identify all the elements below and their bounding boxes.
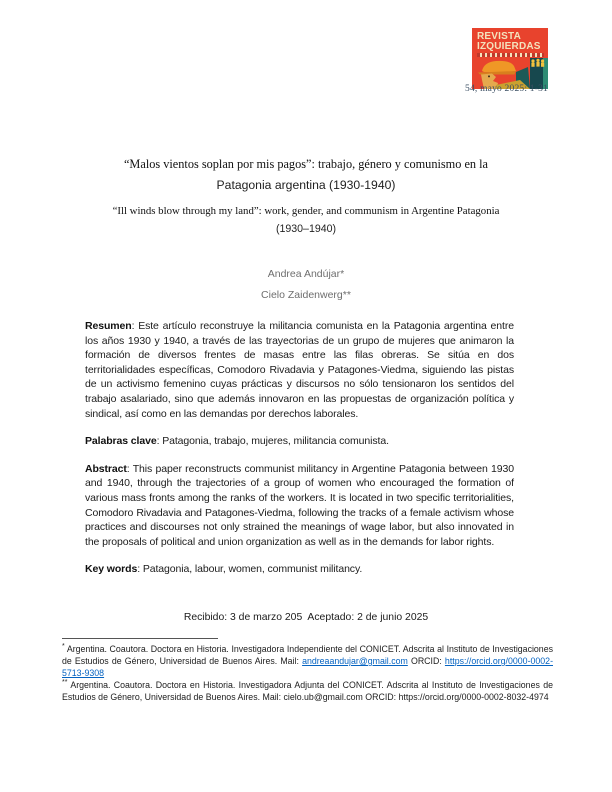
abstract-section xyxy=(85,319,514,590)
keywords-es-text: : Patagonia, trabajo, mujeres, militancia comunista. xyxy=(156,435,389,448)
abstract-es-paragraph xyxy=(85,319,514,421)
author-name-1: Andrea Andújar* xyxy=(267,268,345,280)
article-title-en-line2: (1930–1940) xyxy=(275,222,337,235)
footnote-1-marker: * xyxy=(62,643,65,651)
journal-logo-line2: IZQUIERDAS xyxy=(477,40,541,52)
footnote-2 xyxy=(62,679,553,703)
journal-logo-line1: REVISTA xyxy=(477,31,521,42)
article-title-es-line1: “Malos vientos soplan por mis pagos”: trabajo, género y comunismo en la xyxy=(123,157,489,171)
keywords-en-label: Key words xyxy=(85,563,138,576)
keywords-es-paragraph xyxy=(85,434,514,449)
author-list xyxy=(0,264,612,306)
keywords-en-text: : Patagonia, labour, women, communist militancy. xyxy=(137,563,363,576)
journal-logo xyxy=(472,28,548,85)
abstract-en-text: : This paper reconstructs communist militancy in Argentine Patagonia between 1930 and 1940, through the trajectories of a group of women who encouraged the formation of various mass fronts among the ranks of the workers. It is located in two specific territorialities, Comodoro Rivadavia and Patagones-Viedma, following the tracks of a female activism whose practices and discourses not only strained the meanings of wage labor, but also innovated in the proposals of political and union organization as well as in the demands for labor rights. xyxy=(85,462,514,548)
abstract-en-label: Abstract xyxy=(85,462,127,475)
logo-tagline-band xyxy=(477,53,544,57)
issue-info: 54, mayo 2025: 1-31 xyxy=(465,84,548,94)
footnote-1-orcid-link[interactable]: https://orcid.org/0000-0002-5713-9308 xyxy=(62,656,553,678)
abstract-en-paragraph xyxy=(85,462,514,550)
footnote-1 xyxy=(62,643,553,679)
footnote-2-marker: ** xyxy=(62,679,68,687)
keywords-es-label: Palabras clave xyxy=(85,435,157,448)
footnotes-section xyxy=(62,638,553,703)
footnote-2-text: Argentina. Coautora. Doctora en Historia. Investigadora Adjunta del CONICET. Adscrita al Instituto de Investigaciones de Estudios de Género, Universidad de Buenos Aires. Mail: cielo.ub@gmail.com ORCID: https://orcid.org/0000-0002-8032-4974 xyxy=(62,680,553,702)
article-title-en xyxy=(40,203,572,238)
footnote-1-text2: ORCID: xyxy=(407,656,445,666)
article-title-es-line2: Patagonia argentina (1930-1940) xyxy=(216,178,396,192)
footnote-separator xyxy=(62,638,218,639)
article-title-en-line1: “Ill winds blow through my land”: work, gender, and communism in Argentine Patagonia xyxy=(112,205,500,217)
abstract-es-text: : Este artículo reconstruye la militancia comunista en la Patagonia argentina entre los años 1930 y 1940, a través de las trayectorias de un grupo de mujeres que animaron la formación de diversos frentes de masas entre las filas obreras. Se sitúa en dos territorialidades específicas, Comodoro Rivadavia y Patagones-Viedma, siguiendo las pistas de un activismo femenino cuyas prácticas y discursos no sólo tensionaron los sentidos del trabajo asalariado, sino que además innovaron en las propuestas de organización política y sindical, así como en las demandas por derechos laborales. xyxy=(85,320,514,420)
received-accepted-line: Recibido: 3 de marzo 205 Aceptado: 2 de junio 2025 xyxy=(183,612,429,623)
keywords-en-paragraph xyxy=(85,562,514,577)
journal-logo-title xyxy=(472,28,548,52)
footnote-1-email-link[interactable]: andreaandujar@gmail.com xyxy=(302,656,408,666)
author-name-2: Cielo Zaidenwerg** xyxy=(261,289,351,301)
footnote-1-text1: Argentina. Coautora. Doctora en Historia. Investigadora Independiente del CONICET. Adscrita al Instituto de Investigaciones de Estudios de Género, Universidad de Buenos Aires. Mail: xyxy=(62,644,553,666)
abstract-es-label: Resumen xyxy=(85,320,132,332)
article-title-es xyxy=(40,154,572,196)
